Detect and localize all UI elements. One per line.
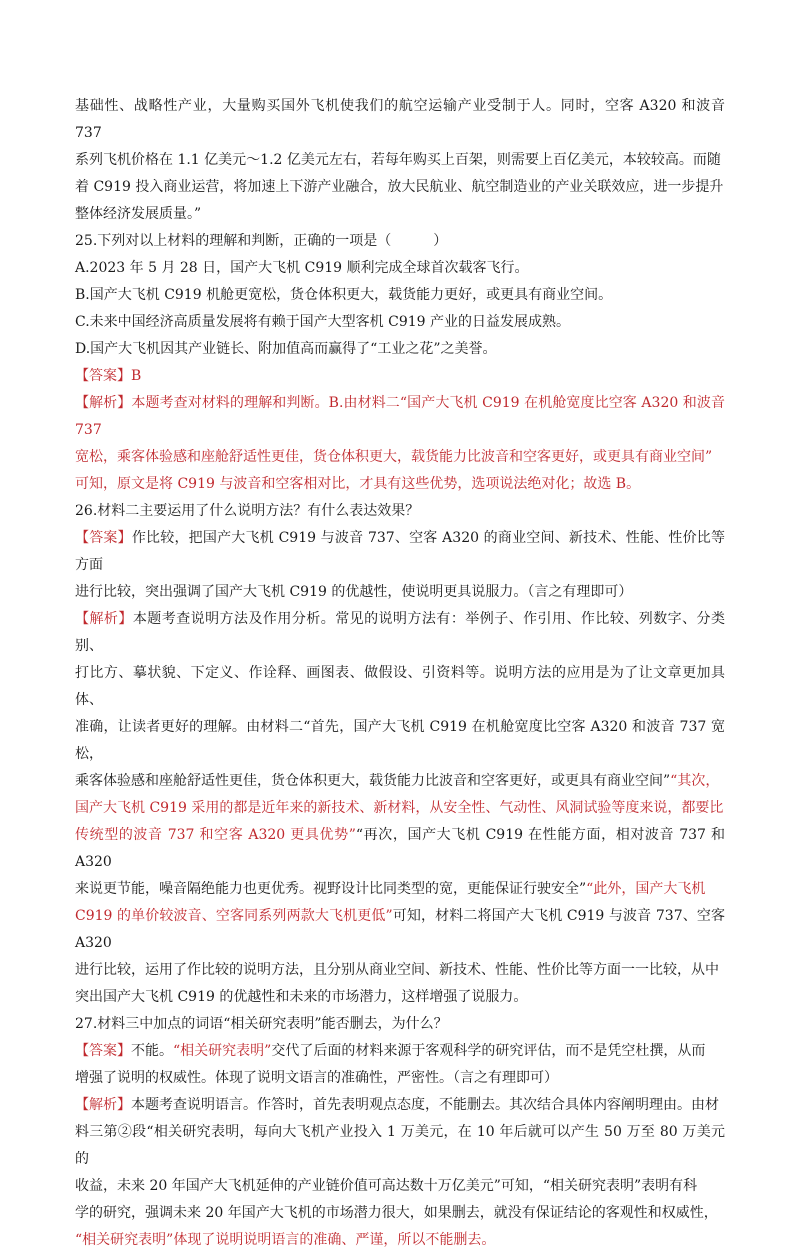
- answer-value: B: [131, 368, 142, 384]
- q26-analysis-line-6: [75, 822, 725, 876]
- analysis-text: 本题考查对材料的理解和判断。B.由材料二“国产大飞机 C919 在机舱宽度比空客 A320 和波音 737: [75, 395, 725, 438]
- q26-answer-line-1: [75, 525, 725, 579]
- quote-text-red: 传统型的波音 737 和空客 A320 更具优势”: [75, 827, 356, 843]
- q26-analysis-line-10: 突出国产大飞机 C919 的优越性和未来的市场潜力，这样增强了说服力。: [75, 989, 528, 1005]
- q26-analysis-line-1: [75, 606, 725, 660]
- q26-analysis-line-5: 国产大飞机 C919 采用的都是近年来的新技术、新材料，从安全性、气动性、风洞试验等度来说，都要比: [75, 800, 724, 816]
- quote-text: “再次，国产大飞机 C919 在性能方面，相对波音 737 和 A320: [75, 827, 725, 870]
- answer-tag: 【答案】: [75, 1043, 131, 1059]
- q26-analysis-line-7: [75, 876, 725, 903]
- q26-analysis-line-3: 准确，让读者更好的理解。由材料二“首先，国产大飞机 C919 在机舱宽度比空客 A320 和波音 737 宽松，: [75, 719, 725, 762]
- quote-text-red: “此外，国产大飞机: [586, 881, 706, 897]
- intro-line-2: 系列飞机价格在 1.1 亿美元～1.2 亿美元左右，若每年购买上百架，则需要上百亿美元，本较较高。而随: [75, 152, 721, 168]
- analysis-text: 本题考查说明方法及作用分析。常见的说明方法有：举例子、作引用、作比较、列数字、分类别、: [75, 611, 726, 654]
- q27-analysis-line-1: [75, 1092, 725, 1119]
- analysis-tag: 【解析】: [75, 395, 132, 411]
- q25-option-a: A.2023 年 5 月 28 日，国产大飞机 C919 顺利完成全球首次载客飞行。: [75, 260, 529, 276]
- q25-question: 25.下列对以上材料的理解和判断，正确的一项是（ ）: [75, 233, 448, 249]
- q26-analysis-line-2: 打比方、摹状貌、下定义、作诠释、画图表、做假设、引资料等。说明方法的应用是为了让文章更加具体、: [75, 665, 725, 708]
- q25-analysis-line-3: 可知，原文是将 C919 与波音和空客相对比，才具有这些优势，选项说法绝对化；故选 B。: [75, 476, 641, 492]
- analysis-tag: 【解析】: [75, 611, 133, 627]
- q25-option-c: C.未来中国经济高质量发展将有赖于国产大型客机 C919 产业的日益发展成熟。: [75, 314, 570, 330]
- intro-line-1: 基础性、战略性产业，大量购买国外飞机使我们的航空运输产业受制于人。同时，空客 A320 和波音 737: [75, 98, 725, 141]
- answer-text: 不能。: [131, 1043, 173, 1059]
- q27-question: 27.材料三中加点的词语“相关研究表明”能否删去，为什么？: [75, 1016, 448, 1032]
- quote-text-red: “其次，: [670, 773, 720, 789]
- analysis-tag: 【解析】: [75, 1097, 131, 1113]
- q27-answer-line-1: [75, 1038, 725, 1065]
- intro-line-3: 着 C919 投入商业运营，将加速上下游产业融合，放大民航业、航空制造业的产业关联效应，进一步提升: [75, 179, 724, 195]
- q26-answer-line-2: 进行比较，突出强调了国产大飞机 C919 的优越性，使说明更具说服力。（言之有理即可）: [75, 584, 633, 600]
- analysis-text: 本题考查说明语言。作答时，首先表明观点态度，不能删去。其次结合具体内容阐明理由。由材: [131, 1097, 719, 1113]
- intro-line-4: 整体经济发展质量。”: [75, 206, 202, 222]
- q27-analysis-line-4: 学的研究，强调未来 20 年国产大飞机的市场潜力很大，如果删去，就没有保证结论的客观性和权威性，: [75, 1205, 718, 1221]
- q27-analysis-line-5: “相关研究表明”体现了说明说明语言的准确、严谨，所以不能删去。: [75, 1232, 496, 1248]
- q26-analysis-line-8: [75, 903, 725, 957]
- q25-option-b: B.国产大飞机 C919 机舱更宽松，货仓体积更大，载货能力更好，或更具有商业空间。: [75, 287, 613, 303]
- quote-text: 可知，材料二将国产大飞机 C919 与波音 737、空客 A320: [75, 908, 725, 951]
- page-content: [75, 93, 725, 1254]
- q27-analysis-line-3: 收益，未来 20 年国产大飞机延伸的产业链价值可高达数十万亿美元”可知，“相关研究表明”表明有科: [75, 1178, 698, 1194]
- q25-analysis-line-1: [75, 390, 725, 444]
- quote-text-red: C919 的单价较波音、空客同系列两款大飞机更低”: [75, 908, 393, 924]
- q26-analysis-line-9: 进行比较，运用了作比较的说明方法，且分别从商业空间、新技术、性能、性价比等方面一一比较，从中: [75, 962, 719, 978]
- quote-text: 乘客体验感和座舱舒适性更佳，货仓体积更大，载货能力比波音和空客更好，或更具有商业空间”: [75, 773, 671, 789]
- answer-text-red: “相关研究表明”: [173, 1043, 272, 1059]
- q25-option-d: D.国产大飞机因其产业链长、附加值高而赢得了“工业之花”之美誉。: [75, 341, 497, 357]
- q27-analysis-line-2: 料三第②段“相关研究表明，每向大飞机产业投入 1 万美元，在 10 年后就可以产生 50 万至 80 万美元的: [75, 1124, 725, 1167]
- answer-tag: 【答案】: [75, 530, 132, 546]
- q27-answer-line-2: 增强了说明的权威性。体现了说明文语言的准确性，严密性。（言之有理即可）: [75, 1070, 558, 1086]
- q25-answer: [75, 363, 725, 390]
- q25-analysis-line-2: 宽松，乘客体验感和座舱舒适性更佳，货仓体积更大，载货能力比波音和空客更好，或更具有商业空间”: [75, 449, 713, 465]
- answer-text: 交代了后面的材料来源于客观科学的研究评估，而不是凭空杜撰，从而: [271, 1043, 706, 1059]
- quote-text: 来说更节能，噪音隔绝能力也更优秀。视野设计比同类型的宽，更能保证行驶安全”: [75, 881, 587, 897]
- q26-question: 26.材料二主要运用了什么说明方法？有什么表达效果？: [75, 503, 420, 519]
- answer-tag: 【答案】: [75, 368, 131, 384]
- q26-analysis-line-4: [75, 768, 725, 795]
- answer-text: 作比较，把国产大飞机 C919 与波音 737、空客 A320 的商业空间、新技术、性能、性价比等方面: [75, 530, 725, 573]
